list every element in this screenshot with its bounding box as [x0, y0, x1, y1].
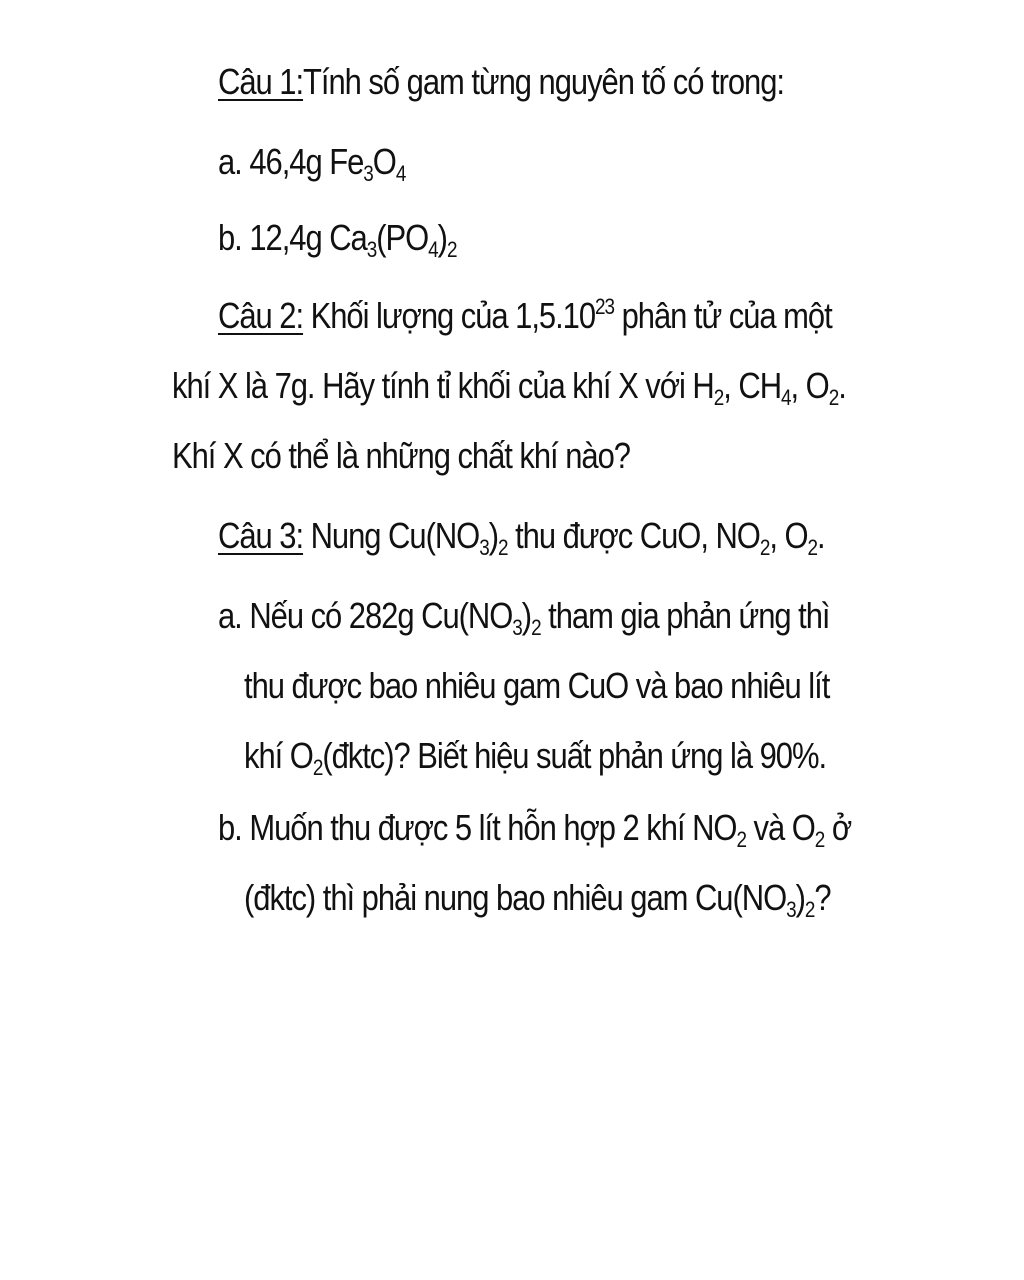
q2-text: .	[838, 365, 846, 406]
q3-text: .	[817, 515, 825, 556]
q2-line-3	[172, 434, 630, 478]
q1-label: Câu 1:	[218, 61, 304, 102]
q2-text: phân tử của một	[614, 295, 832, 336]
q1-a	[218, 140, 405, 184]
q3-b-line-1	[218, 806, 851, 850]
subscript: 2	[312, 755, 323, 780]
q1-a-text: O	[372, 141, 396, 182]
subscript: 2	[736, 827, 746, 852]
q3-b-text: ở	[824, 807, 852, 848]
q3-text: )	[488, 515, 499, 556]
subscript: 3	[479, 535, 489, 560]
q1-b-text: b. 12,4g Ca	[218, 217, 367, 258]
subscript: 3	[366, 237, 377, 262]
q3-a-line-1	[218, 594, 830, 638]
subscript: 2	[531, 615, 541, 640]
q3-b-text: và O	[745, 807, 815, 848]
q3-a-line-3	[244, 734, 826, 778]
q3-a-text: )	[521, 595, 532, 636]
subscript: 2	[713, 385, 724, 410]
q1-b-text: (PO	[376, 217, 429, 258]
q1-prompt: Tính số gam từng nguyên tố có trong:	[303, 61, 785, 102]
subscript: 3	[512, 615, 522, 640]
subscript: 2	[498, 535, 508, 560]
subscript: 2	[759, 535, 770, 560]
subscript: 2	[446, 237, 457, 262]
q3-line-1	[218, 514, 825, 558]
q3-a-text: khí O	[244, 735, 313, 776]
q2-line-1	[218, 294, 832, 338]
q3-a-text: thu được bao nhiêu gam CuO và bao nhiêu lít	[244, 665, 830, 706]
q3-a-text: a. Nếu có 282g Cu(NO	[218, 595, 513, 636]
subscript: 4	[428, 237, 438, 262]
q1-b	[218, 216, 456, 260]
q3-label: Câu 3:	[218, 515, 304, 556]
subscript: 4	[781, 385, 791, 410]
q3-b-text: )	[795, 877, 805, 918]
subscript: 3	[786, 897, 796, 922]
q1-b-text: )	[437, 217, 447, 258]
q3-b-text: ?	[814, 877, 831, 918]
q2-text: khí X là 7g. Hãy tính tỉ khối của khí X với H	[172, 365, 714, 406]
q3-b-text: b. Muốn thu được 5 lít hỗn hợp 2 khí NO	[218, 807, 737, 848]
subscript: 2	[814, 827, 825, 852]
q2-line-2	[172, 364, 846, 408]
q2-text: Khối lượng của 1,5.10	[303, 295, 596, 336]
q3-a-line-2	[244, 664, 829, 708]
q3-a-text: tham gia phản ứng thì	[540, 595, 830, 636]
q2-text: , CH	[723, 365, 782, 406]
q2-text: , O	[790, 365, 829, 406]
q3-b-line-2	[244, 876, 831, 920]
q2-text: Khí X có thể là những chất khí nào?	[172, 435, 630, 476]
subscript: 4	[395, 161, 406, 186]
q1-line	[218, 60, 784, 104]
q3-b-text: (đktc) thì phải nung bao nhiêu gam Cu(NO	[244, 877, 787, 918]
superscript: 23	[595, 294, 615, 319]
q3-text: , O	[769, 515, 808, 556]
subscript: 3	[363, 161, 373, 186]
subscript: 2	[807, 535, 818, 560]
q3-text: Nung Cu(NO	[303, 515, 480, 556]
subscript: 2	[804, 897, 815, 922]
q2-label: Câu 2:	[218, 295, 304, 336]
q1-a-text: a. 46,4g Fe	[218, 141, 364, 182]
subscript: 2	[828, 385, 839, 410]
q3-text: thu được CuO, NO	[507, 515, 760, 556]
q3-a-text: (đktc)? Biết hiệu suất phản ứng là 90%.	[322, 735, 827, 776]
